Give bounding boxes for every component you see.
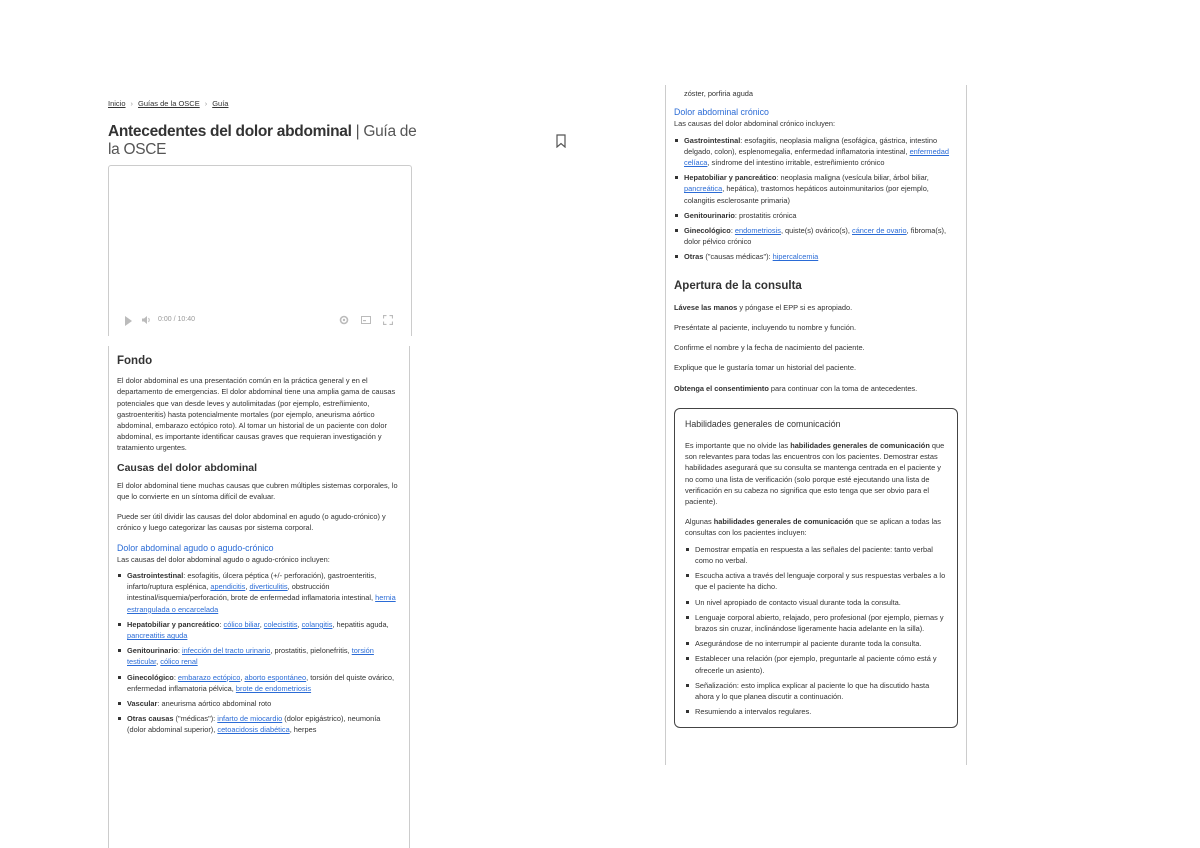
page-title-separator: | (351, 123, 364, 140)
colecistitis-link[interactable]: colecistitis (263, 619, 298, 629)
colico-renal-link[interactable]: cólico renal (160, 657, 198, 667)
diverticulitis-link[interactable]: diverticulitis (249, 582, 288, 592)
habilidades-list (685, 544, 947, 718)
fondo-heading: Fondo (117, 355, 153, 367)
video-time: 0:00 / 10:40 (158, 316, 195, 323)
page-title-main: Antecedentes del dolor abdominal (108, 123, 352, 140)
habilidades-title: Habilidades generales de comunicación (685, 418, 841, 429)
colangitis-link[interactable]: colangitis (301, 619, 333, 629)
breadcrumb: Inicio › Guías de la OSCE › Guía (108, 99, 229, 108)
list-item: Gastrointestinal: esofagitis, úlcera péptica (+/- perforación), gastroenteritis, infarto/ruptura esplénica, apendicitis, diverticulitis, obstrucción intestinal/isquemia/perforación, brote de enfermedad inflamatoria intestinal, hernia estrangulada o encarcelada (127, 570, 401, 615)
left-content (108, 346, 410, 848)
list-item: Demostrar empatía en respuesta a las señales del paciente: tanto verbal como no verbal. (695, 544, 947, 566)
apendicitis-link[interactable]: apendicitis (210, 582, 246, 592)
habilidades-p2: Algunas habilidades generales de comunicación que se aplican a todas las consultas con los pacientes incluyen: (685, 517, 941, 538)
list-item: Ginecológico: embarazo ectópico, aborto espontáneo, torsión del quiste ovárico, enfermedad inflamatoria pélvica, brote de endometriosis (127, 672, 401, 694)
settings-icon[interactable] (339, 315, 349, 325)
aborto-link[interactable]: aborto espontáneo (244, 672, 307, 682)
celiaca-link[interactable]: enfermedad celíaca (684, 146, 950, 168)
agudo-heading: Dolor abdominal agudo o agudo-crónico (117, 542, 274, 553)
itu-link[interactable]: infección del tracto urinario (182, 646, 271, 656)
pancreatica-link[interactable]: pancreática (684, 184, 723, 194)
cronico-intro: Las causas del dolor abdominal crónico incluyen: (674, 119, 836, 129)
endometriosis-link[interactable]: endometriosis (734, 226, 781, 236)
causas-p1: El dolor abdominal tiene muchas causas que cubren múltiples sistemas corporales, lo que lo convierte en un síntoma difícil de evaluar. (117, 480, 398, 502)
causas-p2: Puede ser útil dividir las causas del dolor abdominal en agudo (o agudo-crónico) y crónico y luego categorizar las causas por sistema corporal. (117, 512, 386, 533)
breadcrumb-home-link[interactable]: Inicio (108, 99, 126, 108)
list-item: Asegurándose de no interrumpir al paciente durante toda la consulta. (695, 638, 947, 649)
habilidades-p1: Es importante que no olvide las habilidades generales de comunicación que son relevantes para todas las encuentros con los pacientes. Demostrar estas habilidades asegurará que su consulta se mantenga centrada en el paciente y no como una lista de verificación (solo porque esté ejecutando una lista de verificación en su cabeza no significa que esto tenga que ser obvio para el paciente). (685, 441, 945, 507)
breadcrumb-guides-link[interactable]: Guías de la OSCE (138, 99, 200, 108)
list-item: Establecer una relación (por ejemplo, preguntarle al paciente cómo está y ofrecerle un asiento). (695, 653, 947, 675)
apertura-line: Confirme el nombre y la fecha de nacimiento del paciente. (674, 343, 865, 353)
video-player[interactable] (108, 165, 412, 336)
list-item: Vascular: aneurisma aórtico abdominal roto (127, 698, 401, 709)
list-item: Otras causas ("médicas"): infarto de miocardio (dolor epigástrico), neumonía (dolor abdominal superior), cetoacidosis diabética, herpes (127, 713, 401, 735)
zoster-tail: zóster, porfiria aguda (684, 89, 754, 98)
habilidades-box (674, 408, 958, 728)
right-content (665, 85, 967, 765)
list-item: Hepatobiliar y pancreático: neoplasia maligna (vesícula biliar, árbol biliar, pancreática, hepática), trastornos hepáticos autoinmunitarios (por ejemplo, colangitis esclerosante primaria) (684, 172, 958, 206)
pancreatitis-link[interactable]: pancreatitis aguda (127, 631, 188, 641)
cronico-list (674, 135, 958, 263)
list-item: Lenguaje corporal abierto, relajado, pero profesional (por ejemplo, piernas y brazos sin cruzar, inclinándose ligeramente hacia adelante en la silla). (695, 612, 947, 634)
infarto-link[interactable]: infarto de miocardio (217, 714, 283, 724)
list-item: Resumiendo a intervalos regulares. (695, 706, 947, 717)
list-item: Otras ("causas médicas"): hipercalcemia (684, 251, 958, 262)
bookmark-icon[interactable] (555, 134, 567, 148)
page-title-sub: Guía de la OSCE (108, 123, 417, 158)
causas-heading: Causas del dolor abdominal (117, 461, 258, 474)
list-item: Escucha activa a través del lenguaje corporal y sus respuestas verbales a lo que el paciente ha dicho. (695, 571, 946, 592)
video-controls (109, 314, 411, 328)
play-icon[interactable] (125, 316, 132, 326)
colico-biliar-link[interactable]: cólico biliar (223, 619, 260, 629)
page-title (108, 123, 428, 159)
fullscreen-icon[interactable] (383, 315, 393, 325)
embarazo-ectopico-link[interactable]: embarazo ectópico (177, 672, 241, 682)
cronico-heading: Dolor abdominal crónico (674, 107, 769, 118)
captions-icon[interactable] (361, 315, 371, 325)
hernia-link[interactable]: hernia estrangulada o encarcelada (127, 593, 396, 614)
apertura-line: Lávese las manos y póngase el EPP si es apropiado. (674, 302, 853, 312)
torsion-testicular-link[interactable]: torsión testicular (127, 646, 374, 667)
fondo-paragraph: El dolor abdominal es una presentación común en la práctica general y en el departamento de emergencias. El dolor abdominal tiene una amplia gama de causas potenciales que van desde leves y autolimitadas (por ejemplo, estreñimiento, gastroenteritis) hasta potencialmente mortales (por ejemplo, aneurisma aórtico abdominal, embarazo ectópico roto). Al tomar un historial de un paciente con dolor abdominal, es importante identificar causas graves que requieran investigación y tratamiento urgentes. (117, 376, 396, 453)
list-item: Gastrointestinal: esofagitis, neoplasia maligna (esofágica, gástrica, intestino delgado, colon), esplenomegalia, enfermedad inflamatoria intestinal, enfermedad celíaca, síndrome del intestino irritable, estreñimiento crónico (684, 135, 958, 169)
list-item: Ginecológico: endometriosis, quiste(s) ovárico(s), cáncer de ovario, fibroma(s), dolor pélvico crónico (684, 225, 958, 247)
list-item: Genitourinario: prostatitis crónica (684, 210, 958, 221)
apertura-heading: Apertura de la consulta (674, 279, 802, 292)
breadcrumb-guide-link[interactable]: Guía (212, 99, 229, 108)
cancer-ovario-link[interactable]: cáncer de ovario (852, 226, 907, 236)
hipercalcemia-link[interactable]: hipercalcemia (772, 252, 819, 262)
cetoacidosis-link[interactable]: cetoacidosis diabética (217, 725, 290, 735)
list-item: Hepatobiliar y pancreático: cólico biliar, colecistitis, colangitis, hepatitis aguda, pancreatitis aguda (127, 619, 401, 641)
agudo-list (117, 570, 401, 736)
endometriosis-brote-link[interactable]: brote de endometriosis (235, 683, 312, 693)
list-item: Señalización: esto implica explicar al paciente lo que ha discutido hasta ahora y lo que planea discutir a continuación. (695, 680, 947, 702)
apertura-line: Preséntate al paciente, incluyendo tu nombre y función. (674, 323, 857, 333)
volume-icon[interactable] (141, 315, 152, 325)
agudo-intro: Las causas del dolor abdominal agudo o agudo-crónico incluyen: (117, 554, 330, 564)
list-item: Genitourinario: infección del tracto urinario, prostatitis, pielonefritis, torsión testicular, cólico renal (127, 645, 401, 667)
apertura-line: Explique que le gustaría tomar un historial del paciente. (674, 363, 857, 373)
list-item: Un nivel apropiado de contacto visual durante toda la consulta. (695, 597, 947, 608)
apertura-line: Obtenga el consentimiento para continuar con la toma de antecedentes. (674, 383, 918, 393)
